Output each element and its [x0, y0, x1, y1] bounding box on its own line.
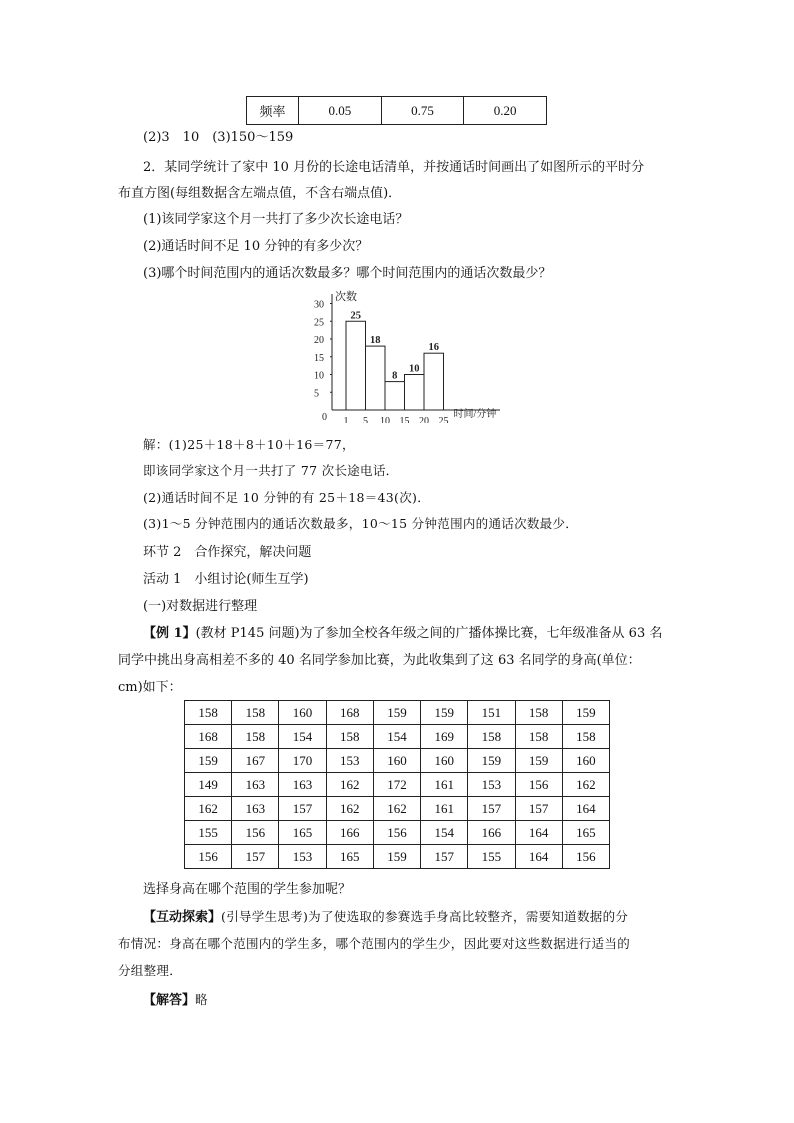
table-cell: 154	[421, 821, 468, 845]
table-cell: 160	[373, 749, 420, 773]
problem2-question1: (1)该同学家这个月一共打了多少次长途电话？	[143, 212, 409, 227]
problem2-question2: (2)通话时间不足 10 分钟的有多少次？	[143, 239, 369, 254]
y-tick-label: 0	[322, 412, 327, 423]
table-cell: 157	[279, 797, 326, 821]
table-cell: 153	[468, 773, 515, 797]
explore-tag: 【互动探索】	[143, 910, 222, 925]
table-cell: 162	[326, 797, 373, 821]
bar-value-label: 16	[428, 342, 439, 354]
table-cell: 157	[232, 845, 279, 869]
table-cell: 164	[562, 797, 609, 821]
table-cell: 169	[421, 725, 468, 749]
y-tick-label: 10	[314, 370, 324, 382]
table-cell: 151	[468, 701, 515, 725]
table-cell: 158	[515, 725, 562, 749]
table-cell: 159	[421, 701, 468, 725]
table-cell: 170	[279, 749, 326, 773]
table-cell: 165	[326, 845, 373, 869]
table-cell: 159	[185, 749, 232, 773]
table-cell: 157	[421, 845, 468, 869]
table-cell: 154	[279, 725, 326, 749]
table-cell: 159	[373, 845, 420, 869]
x-tick-label: 15	[399, 416, 410, 423]
example1-line2: 同学中挑出身高相差不多的 40 名同学参加比赛，为此收集到了这 63 名同学的身高(单位：	[118, 653, 641, 668]
x-tick-label: 1	[343, 416, 349, 423]
table-cell: 157	[468, 797, 515, 821]
table-cell: 165	[562, 821, 609, 845]
table-cell: 172	[373, 773, 420, 797]
bar-value-label: 18	[370, 335, 381, 347]
table-cell: 168	[185, 725, 232, 749]
table-cell: 166	[468, 821, 515, 845]
table-cell: 153	[326, 749, 373, 773]
table-cell: 164	[515, 845, 562, 869]
problem2-question3: (3)哪个时间范围内的通话次数最多？哪个时间范围内的通话次数最少？	[143, 266, 552, 281]
table-cell: 158	[468, 725, 515, 749]
table-cell: 161	[421, 773, 468, 797]
table-row	[185, 725, 610, 749]
table-cell: 168	[326, 701, 373, 725]
y-tick-label: 25	[314, 317, 324, 329]
table-cell: 158	[515, 701, 562, 725]
table-cell: 149	[185, 773, 232, 797]
problem2-line2: 布直方图(每组数据含左端点值，不含右端点值)．	[118, 186, 402, 201]
histogram-bar	[405, 375, 425, 411]
example1-text: (教材 P145 问题)为了参加全校各年级之间的广播体操比赛，七年级准备从 63 名	[195, 626, 663, 641]
histogram-bar	[346, 321, 366, 410]
explore-line3: 分组整理．	[118, 963, 183, 978]
activity-title: 活动 1 小组讨论(师生互学)	[143, 572, 309, 587]
table-cell: 156	[562, 845, 609, 869]
solution-step4: (3)1～5 分钟范围内的通话次数最多，10～15 分钟范围内的通话次数最少．	[143, 516, 579, 531]
table-cell: 162	[185, 797, 232, 821]
x-tick-label: 10	[380, 416, 390, 423]
table-cell: 162	[562, 773, 609, 797]
table-cell: 158	[232, 725, 279, 749]
table-cell: 160	[421, 749, 468, 773]
table-cell: 155	[185, 821, 232, 845]
freq-value: 0.20	[464, 97, 547, 125]
section-link-title: 环节 2 合作探究，解决问题	[143, 545, 312, 560]
table-cell: 166	[326, 821, 373, 845]
y-tick-label: 30	[314, 299, 324, 311]
table-cell: 156	[185, 845, 232, 869]
example1-tag: 【例 1】	[143, 626, 196, 641]
table-cell: 162	[373, 797, 420, 821]
x-tick-label: 5	[363, 416, 368, 423]
histogram-bar	[366, 346, 386, 410]
x-axis-label: 时间/分钟	[453, 409, 497, 420]
problem2-line1: 2．某同学统计了家中 10 月份的长途电话清单，并按通话时间画出了如图所示的平时分	[143, 160, 645, 175]
example1-line1	[143, 622, 662, 641]
selection-question: 选择身高在哪个范围的学生参加呢？	[143, 882, 352, 897]
y-axis-label: 次数	[335, 291, 357, 303]
table-cell: 163	[232, 797, 279, 821]
explore-text: (引导学生思考)为了使选取的参赛选手身高比较整齐，需要知道数据的分	[221, 909, 629, 924]
solution-step3: (2)通话时间不足 10 分钟的有 25＋18＝43(次)．	[143, 490, 431, 505]
bar-value-label: 25	[350, 310, 361, 322]
table-cell: 160	[279, 701, 326, 725]
example1-line3: cm)如下：	[118, 680, 182, 695]
solution-step1: 解：(1)25＋18＋8＋10＋16＝77，	[143, 437, 355, 452]
table-cell: 157	[515, 797, 562, 821]
histogram-bar	[424, 353, 444, 410]
table-row	[185, 821, 610, 845]
explore-line2: 布情况：身高在哪个范围内的学生多，哪个范围内的学生少，因此要对这些数据进行适当的	[118, 936, 631, 951]
freq-label: 频率	[247, 97, 299, 125]
table-row	[185, 797, 610, 821]
x-tick-label: 25	[438, 416, 449, 423]
table-cell: 158	[232, 701, 279, 725]
y-tick-label: 5	[314, 388, 319, 400]
histogram-bar	[385, 382, 405, 410]
table-cell: 158	[185, 701, 232, 725]
table-cell: 159	[468, 749, 515, 773]
table-row	[185, 701, 610, 725]
table-row	[185, 845, 610, 869]
frequency-table	[246, 96, 547, 125]
table-cell: 154	[373, 725, 420, 749]
table-cell: 162	[326, 773, 373, 797]
table-cell: 156	[232, 821, 279, 845]
answer-text: 略	[195, 992, 208, 1007]
x-tick-label: 20	[419, 416, 429, 423]
heights-table	[184, 700, 610, 869]
histogram-chart	[310, 288, 510, 423]
table-cell: 163	[279, 773, 326, 797]
table-cell: 164	[515, 821, 562, 845]
table-cell: 155	[468, 845, 515, 869]
table-cell: 165	[279, 821, 326, 845]
table-cell: 159	[562, 701, 609, 725]
answer-tag: 【解答】	[143, 993, 196, 1008]
table-cell: 156	[515, 773, 562, 797]
table-cell: 158	[326, 725, 373, 749]
table-cell: 163	[232, 773, 279, 797]
previous-answer: (2)3 10 (3)150～159	[143, 130, 294, 145]
y-tick-label: 15	[314, 352, 324, 364]
answer-line	[143, 989, 208, 1008]
bar-value-label: 10	[409, 363, 420, 375]
solution-step2: 即该同学家这个月一共打了 77 次长途电话．	[143, 463, 399, 478]
table-cell: 159	[515, 749, 562, 773]
subsection-title: (一)对数据进行整理	[143, 599, 258, 614]
table-row	[185, 773, 610, 797]
table-cell: 153	[279, 845, 326, 869]
freq-value: 0.75	[381, 97, 464, 125]
y-tick-label: 20	[314, 335, 324, 346]
table-cell: 158	[562, 725, 609, 749]
freq-value: 0.05	[299, 97, 382, 125]
table-cell: 167	[232, 749, 279, 773]
table-row	[185, 749, 610, 773]
bar-value-label: 8	[392, 370, 398, 382]
table-cell: 159	[373, 701, 420, 725]
table-cell: 160	[562, 749, 609, 773]
table-cell: 156	[373, 821, 420, 845]
explore-line1	[143, 906, 628, 925]
table-cell: 161	[421, 797, 468, 821]
